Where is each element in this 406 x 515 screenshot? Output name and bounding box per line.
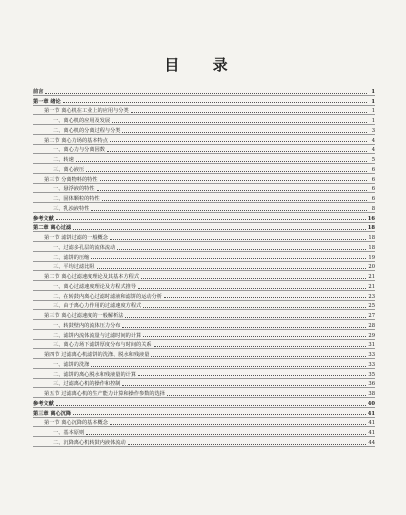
toc-entry: [33, 125, 375, 135]
toc-leader-dots: [110, 423, 366, 425]
toc-entry-label: 三、离心力场下滤饼厚度分布与时间的关系: [53, 342, 152, 349]
toc-leader-dots: [97, 189, 367, 191]
toc-entry-page: 23: [368, 293, 375, 300]
toc-leader-dots: [138, 374, 366, 376]
toc-entry-page: 40: [367, 400, 375, 407]
toc-entry: [33, 184, 375, 194]
toc-entry-label: 第二节 离心过滤速度理论及其基本方程式: [44, 274, 140, 280]
toc-entry-label: 二、离心机的分离过程与分类: [53, 127, 121, 134]
toc-leader-dots: [100, 179, 367, 181]
toc-entry: [33, 86, 375, 96]
toc-entry-page: 6: [371, 166, 375, 173]
toc-entry-label: 第三章 离心沉降: [33, 410, 72, 417]
toc-entry: [33, 427, 375, 437]
toc-entry: [33, 96, 375, 106]
toc-entry-page: 4: [371, 137, 375, 144]
toc-entry-label: 参考文献: [33, 400, 54, 407]
toc-entry-page: 25: [368, 303, 375, 310]
toc-entry-label: 二、固体颗粒的特性: [53, 196, 100, 202]
toc-leader-dots: [45, 92, 367, 94]
toc-leader-dots: [128, 443, 367, 445]
toc-leader-dots: [117, 248, 366, 250]
toc-leader-dots: [122, 131, 367, 133]
toc-entry-page: 16: [367, 215, 375, 222]
toc-entry: [33, 232, 375, 242]
toc-leader-dots: [86, 433, 366, 435]
toc-leader-dots: [122, 326, 366, 328]
toc-entry-label: 二、在转鼓内离心过滤时滤液和滤饼的运动分析: [53, 293, 162, 300]
toc-entry: [33, 310, 375, 320]
toc-entry: [33, 379, 375, 389]
toc-entry-label: 第一节 滤饼过滤的一般概念: [44, 235, 108, 241]
toc-entry-page: 1: [371, 118, 375, 124]
toc-entry-label: 一、离心机的应用及发展: [53, 118, 111, 124]
toc-entry: [33, 135, 375, 145]
toc-entry-label: 前言: [33, 88, 44, 95]
toc-entry-label: 二、滤饼的压缩: [53, 254, 90, 261]
toc-entry-page: 35: [368, 371, 375, 378]
toc-entry: [33, 349, 375, 359]
toc-entry-page: 41: [368, 430, 375, 436]
toc-entry: [33, 145, 375, 155]
toc-entry: [33, 271, 375, 281]
toc-entry-label: 一、离心过滤速度理论及方程式推导: [53, 283, 137, 290]
toc-entry: [33, 408, 375, 418]
toc-entry-page: 20: [368, 264, 375, 271]
toc-entry: [33, 242, 375, 252]
toc-entry: [33, 223, 375, 233]
toc-entry-page: 21: [368, 283, 375, 290]
toc-entry-label: 三、平均过滤比阻: [53, 264, 95, 271]
toc-entry: [33, 262, 375, 272]
toc-leader-dots: [122, 384, 366, 386]
toc-leader-dots: [151, 355, 366, 357]
toc-entry: [33, 359, 375, 369]
toc-entry: [33, 320, 375, 330]
toc-entry: [33, 291, 375, 301]
toc-entry-label: 第二节 离心力场的基本特点: [44, 137, 108, 144]
toc-entry: [33, 281, 375, 291]
toc-entry-page: 33: [368, 352, 375, 358]
toc-entry-label: 二、滤饼的离心脱水和残液量的计算: [53, 371, 137, 378]
toc-entry-page: 1: [371, 98, 375, 105]
toc-entry: [33, 388, 375, 398]
toc-entry-page: 44: [368, 439, 375, 446]
toc-entry-label: 一、基本原则: [53, 430, 85, 436]
table-of-contents: [33, 86, 375, 447]
toc-entry: [33, 203, 375, 213]
toc-entry-label: 第四节 过滤离心机滤饼的洗涤、脱水和残液量: [44, 352, 150, 358]
toc-entry-label: 三、离心液压: [53, 166, 85, 173]
toc-entry-label: 二、转速: [53, 157, 74, 163]
toc-entry-page: 28: [368, 322, 375, 329]
toc-entry-label: 第三节 分离物料的特性: [44, 176, 98, 183]
toc-entry-page: 6: [371, 186, 375, 193]
toc-entry: [33, 252, 375, 262]
toc-entry-page: 33: [368, 361, 375, 368]
toc-entry-page: 31: [368, 342, 375, 349]
toc-leader-dots: [164, 296, 366, 298]
toc-leader-dots: [125, 316, 366, 318]
toc-leader-dots: [91, 257, 366, 259]
toc-entry-label: 一、悬浮液的特性: [53, 186, 95, 193]
toc-leader-dots: [107, 150, 367, 152]
toc-entry-page: 1: [371, 108, 375, 115]
toc-entry: [33, 418, 375, 428]
toc-leader-dots: [143, 335, 366, 337]
toc-leader-dots: [102, 199, 367, 201]
toc-entry-label: 第一节 离心沉降的基本概念: [44, 420, 108, 427]
toc-entry-label: 参考文献: [33, 215, 54, 222]
toc-leader-dots: [86, 170, 367, 172]
toc-leader-dots: [97, 267, 367, 269]
toc-entry: [33, 164, 375, 174]
toc-entry: [33, 106, 375, 116]
toc-entry: [33, 193, 375, 203]
page-title: 目 录: [164, 56, 242, 74]
toc-entry-page: 41: [368, 420, 375, 427]
toc-leader-dots: [63, 101, 367, 103]
toc-leader-dots: [131, 111, 367, 113]
toc-leader-dots: [141, 277, 366, 279]
toc-entry: [33, 369, 375, 379]
toc-entry-page: 27: [368, 313, 375, 319]
toc-entry-page: 6: [371, 196, 375, 202]
toc-entry: [33, 154, 375, 164]
toc-entry-page: 18: [368, 244, 375, 251]
toc-entry-page: 18: [368, 235, 375, 241]
toc-entry-page: 3: [371, 127, 375, 134]
toc-entry: [33, 437, 375, 447]
toc-leader-dots: [91, 365, 366, 367]
toc-entry: [33, 301, 375, 311]
toc-entry-page: 36: [368, 381, 375, 388]
toc-entry-label: 第五节 过滤离心机的生产能力计算和操作参数的选择: [44, 391, 165, 397]
toc-entry: [33, 330, 375, 340]
toc-entry-page: 19: [368, 254, 375, 261]
toc-entry-label: 三、过滤离心机的操作和控制: [53, 381, 121, 388]
toc-entry: [33, 340, 375, 350]
toc-entry-page: 5: [371, 157, 375, 163]
toc-leader-dots: [56, 404, 366, 406]
toc-entry-label: 一、离心力与分离因数: [53, 147, 105, 154]
toc-entry-label: 第三节 离心过滤速度的一般解析法: [44, 313, 124, 319]
toc-leader-dots: [110, 140, 367, 142]
toc-leader-dots: [112, 121, 367, 123]
toc-leader-dots: [73, 413, 366, 415]
toc-leader-dots: [167, 394, 366, 396]
toc-entry: [33, 115, 375, 125]
toc-entry-label: 三、由于离心力作用的过滤速度方程式: [53, 303, 142, 310]
toc-leader-dots: [138, 287, 366, 289]
toc-entry-label: 一、转鼓壁内的流体压力分布: [53, 322, 121, 329]
toc-entry-label: 第一节 离心机在工业上的应用与分类: [44, 108, 129, 115]
toc-leader-dots: [110, 238, 366, 240]
toc-entry-label: 三、乳浊液特性: [53, 205, 90, 212]
toc-entry-page: 18: [367, 225, 375, 232]
toc-leader-dots: [143, 306, 366, 308]
toc-entry-page: 8: [371, 205, 375, 212]
toc-entry-page: 4: [371, 147, 375, 154]
toc-leader-dots: [56, 218, 366, 220]
toc-entry: [33, 213, 375, 223]
toc-entry-page: 41: [367, 410, 375, 417]
toc-entry-label: 二、沉降离心机转鼓内液体流动: [53, 439, 126, 446]
toc-entry-label: 第一章 绪论: [33, 98, 61, 105]
toc-entry-page: 21: [368, 274, 375, 280]
toc-entry-label: 二、滤饼内流体流量与过滤时间的计算: [53, 332, 142, 339]
toc-entry-page: 1: [371, 88, 375, 95]
toc-entry-label: 一、过滤多孔层的流体流动: [53, 244, 116, 251]
toc-leader-dots: [154, 345, 367, 347]
toc-entry: [33, 398, 375, 408]
toc-leader-dots: [73, 228, 366, 230]
toc-entry-label: 第二章 离心过滤: [33, 225, 72, 232]
toc-leader-dots: [91, 209, 367, 211]
toc-entry-page: 6: [371, 176, 375, 183]
toc-entry: [33, 174, 375, 184]
toc-entry-page: 38: [368, 391, 375, 397]
toc-entry-label: 一、滤饼的洗涤: [53, 361, 90, 368]
toc-leader-dots: [76, 160, 367, 162]
toc-entry-page: 29: [368, 332, 375, 339]
